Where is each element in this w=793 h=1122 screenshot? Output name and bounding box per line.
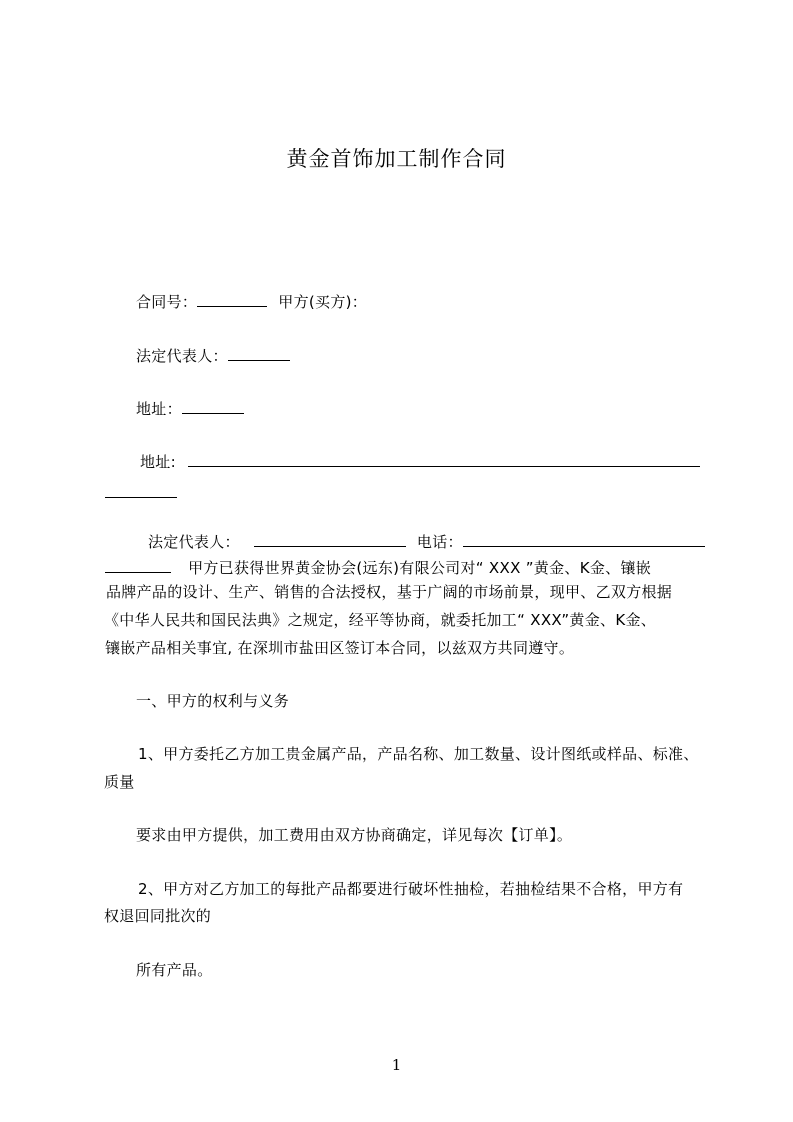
document-title: 黄金首饰加工制作合同: [286, 147, 507, 171]
address2-continuation: [105, 483, 177, 503]
address2-label: 地址:: [140, 453, 176, 471]
intro-text-1: 甲方已获得世界黄金协会(远东)有限公司对“ XXX ”黄金、K金、镶嵌: [188, 559, 652, 577]
clause-1-line-1: 1、甲方委托乙方加工贵金属产品，产品名称、加工数量、设计图纸或样品、标准、: [138, 745, 699, 763]
intro-line-2: 品牌产品的设计、生产、销售的合法授权，基于广阔的市场前景，现甲、乙双方根据: [106, 583, 673, 601]
contract-number-row: [136, 292, 367, 312]
address-blank: [182, 399, 244, 414]
address-label: 地址：: [136, 400, 182, 418]
legal-rep-label: 法定代表人：: [136, 347, 228, 365]
party-a-label: 甲方(买方)：: [278, 293, 368, 311]
legal-rep2-blank: [254, 532, 406, 547]
address2-blank: [188, 452, 700, 467]
section-1-heading: 一、甲方的权利与义务: [136, 692, 290, 710]
clause-2-line-1: 2、甲方对乙方加工的每批产品都要进行破坏性抽检，若抽检结果不合格，甲方有: [138, 880, 684, 898]
legal-rep2-label: 法定代表人：: [148, 533, 240, 551]
clause-1-line-3: 要求由甲方提供，加工费用由双方协商确定，详见每次【订单】。: [136, 826, 573, 844]
legal-rep2-row: [148, 532, 705, 552]
phone-label: 电话：: [416, 533, 463, 551]
address-row: [136, 399, 244, 419]
contract-number-blank: [197, 292, 267, 307]
address2-row: [140, 452, 700, 472]
intro-line-4: 镶嵌产品相关事宜, 在深圳市盐田区签订本合同，以兹双方共同遵守。: [105, 639, 575, 657]
intro-leading-blank: [105, 558, 171, 573]
clause-1-line-2: 质量: [104, 773, 135, 791]
contract-number-label: 合同号：: [136, 293, 198, 311]
legal-rep-row: [136, 346, 290, 366]
intro-line-1: [105, 558, 651, 578]
clause-2-line-2: 权退回同批次的: [104, 907, 212, 925]
address2-blank-continued: [105, 483, 177, 498]
legal-rep-blank: [228, 346, 290, 361]
phone-blank: [463, 532, 705, 547]
clause-2-line-3: 所有产品。: [136, 961, 213, 979]
page-number: 1: [391, 1056, 402, 1074]
intro-line-3: 《中华人民共和国民法典》之规定，经平等协商，就委托加工“ XXX”黄金、K金、: [104, 611, 657, 629]
